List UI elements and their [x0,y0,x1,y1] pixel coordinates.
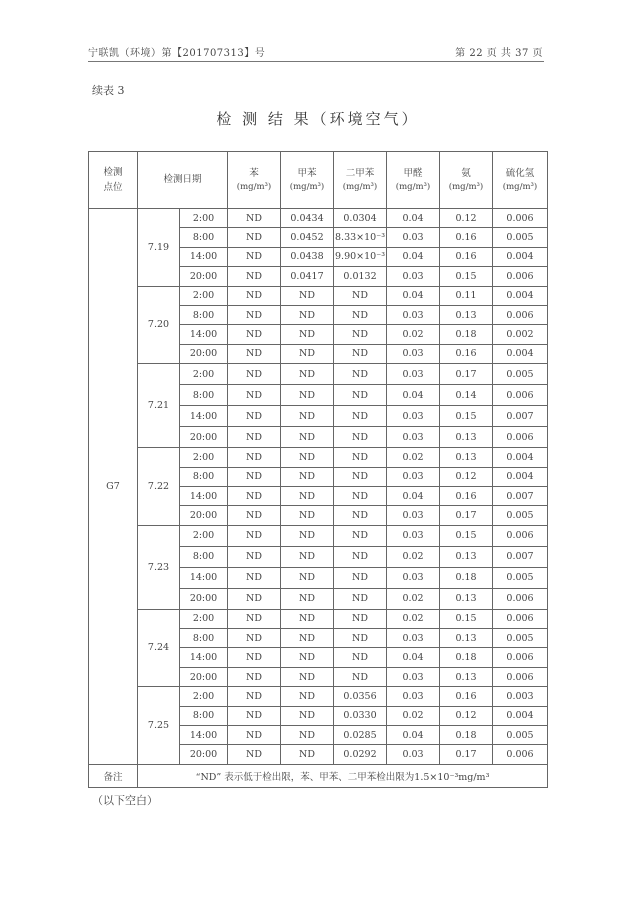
value-cell: 0.13 [440,667,493,686]
header-col [387,152,440,209]
value-cell: ND [281,525,334,546]
value-cell: 0.0417 [281,267,334,286]
value-cell: ND [228,448,281,467]
value-cell: 0.005 [493,726,548,745]
time-cell: 8:00 [180,228,228,247]
time-cell: 20:00 [180,427,228,448]
value-cell: ND [228,648,281,667]
value-cell: ND [228,609,281,628]
time-cell: 8:00 [180,629,228,648]
value-cell: 0.02 [387,325,440,344]
value-cell: ND [228,567,281,588]
value-cell: 0.006 [493,588,548,609]
value-cell: 0.007 [493,486,548,505]
value-cell: 0.14 [440,385,493,406]
value-cell: ND [228,486,281,505]
results-table [88,151,548,788]
value-cell: ND [334,305,387,324]
value-cell: ND [228,385,281,406]
value-cell: 0.03 [387,467,440,486]
value-cell: 0.04 [387,648,440,667]
header-col-name: 苯 [249,167,259,179]
table-caption: 续表 3 [92,84,125,97]
value-cell: 0.15 [440,525,493,546]
value-cell: 0.006 [493,609,548,628]
value-cell: ND [334,667,387,686]
value-cell: ND [281,546,334,567]
value-cell: ND [281,427,334,448]
header-col-unit: (mg/m³) [289,181,325,192]
value-cell: 0.0292 [334,745,387,764]
header-col-name: 硫化氢 [505,167,535,179]
value-cell: 0.02 [387,609,440,628]
time-cell: 14:00 [180,726,228,745]
table-row [89,609,548,628]
value-cell: 0.005 [493,228,548,247]
table-header-row [89,152,548,209]
time-cell: 20:00 [180,745,228,764]
value-cell: ND [281,448,334,467]
value-cell: 0.13 [440,427,493,448]
value-cell: 0.15 [440,609,493,628]
time-cell: 20:00 [180,667,228,686]
value-cell: 0.02 [387,588,440,609]
time-cell: 14:00 [180,325,228,344]
remark-label: 备注 [89,764,138,787]
date-cell: 7.25 [138,687,180,765]
value-cell: 0.04 [387,209,440,228]
value-cell: 0.006 [493,427,548,448]
value-cell: 0.03 [387,745,440,764]
page-header-right: 第 22 页 共 37 页 [455,48,543,59]
value-cell: ND [228,506,281,525]
value-cell: ND [281,609,334,628]
remark-row [89,764,548,787]
value-cell: 0.004 [493,344,548,363]
header-col-name: 二甲苯 [345,167,375,179]
time-cell: 8:00 [180,467,228,486]
header-col-name: 甲苯 [297,167,317,179]
value-cell: 8.33×10⁻³ [334,228,387,247]
value-cell: 0.0452 [281,228,334,247]
table-row [89,687,548,706]
header-divider [88,61,544,62]
value-cell: ND [281,745,334,764]
header-col-unit: (mg/m³) [342,181,378,192]
value-cell: 0.003 [493,687,548,706]
time-cell: 14:00 [180,247,228,266]
header-col [228,152,281,209]
time-cell: 14:00 [180,567,228,588]
value-cell: ND [228,706,281,725]
value-cell: 0.004 [493,286,548,305]
value-cell: ND [228,726,281,745]
value-cell: 0.007 [493,406,548,427]
time-cell: 14:00 [180,648,228,667]
date-cell: 7.22 [138,448,180,526]
value-cell: ND [334,364,387,385]
value-cell: 0.006 [493,648,548,667]
value-cell: 0.12 [440,467,493,486]
value-cell: ND [334,406,387,427]
value-cell: ND [334,629,387,648]
table-row [89,448,548,467]
date-cell: 7.23 [138,525,180,609]
value-cell: 0.03 [387,687,440,706]
value-cell: ND [228,525,281,546]
value-cell: 0.17 [440,364,493,385]
value-cell: 0.13 [440,305,493,324]
value-cell: 0.002 [493,325,548,344]
value-cell: 0.0356 [334,687,387,706]
table-row [89,209,548,228]
value-cell: 0.18 [440,648,493,667]
value-cell: 0.16 [440,344,493,363]
value-cell: ND [228,305,281,324]
value-cell: 0.15 [440,267,493,286]
time-cell: 2:00 [180,448,228,467]
value-cell: 0.02 [387,448,440,467]
time-cell: 20:00 [180,588,228,609]
value-cell: 0.006 [493,385,548,406]
value-cell: 0.006 [493,745,548,764]
header-col-unit: (mg/m³) [395,181,431,192]
value-cell: ND [228,427,281,448]
time-cell: 14:00 [180,486,228,505]
value-cell: ND [228,588,281,609]
time-cell: 2:00 [180,209,228,228]
header-point: 检测点位 [89,152,138,209]
value-cell: ND [228,745,281,764]
time-cell: 8:00 [180,546,228,567]
value-cell: ND [334,448,387,467]
value-cell: ND [228,286,281,305]
value-cell: ND [334,286,387,305]
value-cell: 0.13 [440,629,493,648]
time-cell: 8:00 [180,305,228,324]
time-cell: 20:00 [180,506,228,525]
value-cell: ND [334,344,387,363]
value-cell: ND [334,427,387,448]
value-cell: 0.02 [387,546,440,567]
time-cell: 2:00 [180,609,228,628]
value-cell: ND [228,629,281,648]
table-row [89,364,548,385]
document-title: 检 测 结 果（环境空气） [216,110,420,128]
value-cell: ND [228,247,281,266]
value-cell: ND [228,325,281,344]
value-cell: ND [281,588,334,609]
value-cell: ND [228,667,281,686]
value-cell: 0.11 [440,286,493,305]
value-cell: 0.006 [493,267,548,286]
value-cell: ND [334,325,387,344]
value-cell: 0.16 [440,687,493,706]
value-cell: ND [281,726,334,745]
header-col [281,152,334,209]
header-col [440,152,493,209]
date-cell: 7.21 [138,364,180,448]
time-cell: 2:00 [180,364,228,385]
value-cell: 0.12 [440,706,493,725]
value-cell: 0.004 [493,448,548,467]
header-col-unit: (mg/m³) [502,181,538,192]
value-cell: 0.005 [493,506,548,525]
value-cell: 0.03 [387,228,440,247]
value-cell: 0.03 [387,305,440,324]
value-cell: 0.006 [493,667,548,686]
header-col [493,152,548,209]
value-cell: 0.0438 [281,247,334,266]
value-cell: ND [281,648,334,667]
value-cell: 0.0304 [334,209,387,228]
value-cell: 0.02 [387,706,440,725]
date-cell: 7.20 [138,286,180,364]
header-date: 检测日期 [138,152,228,209]
value-cell: 0.004 [493,706,548,725]
time-cell: 20:00 [180,344,228,363]
value-cell: ND [281,486,334,505]
value-cell: 0.15 [440,406,493,427]
value-cell: 0.03 [387,567,440,588]
value-cell: 0.13 [440,546,493,567]
value-cell: ND [281,286,334,305]
value-cell: ND [334,525,387,546]
value-cell: 0.006 [493,209,548,228]
value-cell: 0.03 [387,525,440,546]
value-cell: ND [228,467,281,486]
value-cell: ND [334,609,387,628]
value-cell: ND [281,687,334,706]
value-cell: ND [334,588,387,609]
value-cell: 0.17 [440,506,493,525]
value-cell: 0.004 [493,467,548,486]
value-cell: ND [228,687,281,706]
value-cell: 0.04 [387,247,440,266]
value-cell: ND [281,706,334,725]
value-cell: 0.17 [440,745,493,764]
value-cell: ND [334,648,387,667]
value-cell: ND [334,567,387,588]
value-cell: ND [334,467,387,486]
time-cell: 14:00 [180,406,228,427]
value-cell: 0.03 [387,629,440,648]
value-cell: ND [281,667,334,686]
value-cell: 0.03 [387,667,440,686]
value-cell: ND [228,406,281,427]
value-cell: 0.16 [440,228,493,247]
value-cell: ND [228,546,281,567]
value-cell: 0.16 [440,247,493,266]
value-cell: ND [228,344,281,363]
value-cell: 0.18 [440,726,493,745]
value-cell: ND [334,486,387,505]
value-cell: 0.0434 [281,209,334,228]
value-cell: ND [281,385,334,406]
value-cell: ND [281,406,334,427]
value-cell: ND [281,364,334,385]
table-row [89,286,548,305]
value-cell: 0.0285 [334,726,387,745]
value-cell: 0.04 [387,726,440,745]
point-cell: G7 [89,209,138,765]
value-cell: 9.90×10⁻³ [334,247,387,266]
header-col-name: 甲醛 [403,167,423,179]
value-cell: ND [281,344,334,363]
value-cell: ND [281,629,334,648]
header-col-unit: (mg/m³) [236,181,272,192]
value-cell: 0.0132 [334,267,387,286]
value-cell: 0.03 [387,364,440,385]
value-cell: ND [334,385,387,406]
table-row [89,525,548,546]
value-cell: 0.12 [440,209,493,228]
value-cell: 0.03 [387,506,440,525]
time-cell: 8:00 [180,706,228,725]
value-cell: 0.16 [440,486,493,505]
value-cell: ND [281,325,334,344]
value-cell: ND [281,567,334,588]
value-cell: 0.04 [387,385,440,406]
footer-note: （以下空白） [92,794,158,807]
value-cell: 0.006 [493,525,548,546]
header-col-unit: (mg/m³) [448,181,484,192]
value-cell: 0.03 [387,344,440,363]
value-cell: 0.04 [387,486,440,505]
value-cell: 0.03 [387,427,440,448]
value-cell: 0.007 [493,546,548,567]
value-cell: 0.005 [493,629,548,648]
time-cell: 20:00 [180,267,228,286]
value-cell: 0.18 [440,325,493,344]
value-cell: 0.13 [440,588,493,609]
date-cell: 7.19 [138,209,180,287]
value-cell: ND [228,209,281,228]
header-col-name: 氨 [461,167,471,179]
value-cell: ND [228,228,281,247]
value-cell: ND [228,364,281,385]
value-cell: ND [228,267,281,286]
value-cell: 0.0330 [334,706,387,725]
value-cell: ND [281,305,334,324]
value-cell: 0.13 [440,448,493,467]
remark-text: “ND” 表示低于检出限，苯、甲苯、二甲苯检出限为1.5×10⁻³mg/m³ [138,764,548,787]
header-col [334,152,387,209]
value-cell: 0.006 [493,305,548,324]
date-cell: 7.24 [138,609,180,687]
value-cell: 0.005 [493,364,548,385]
value-cell: 0.04 [387,286,440,305]
value-cell: ND [334,506,387,525]
time-cell: 8:00 [180,385,228,406]
time-cell: 2:00 [180,687,228,706]
time-cell: 2:00 [180,286,228,305]
value-cell: 0.005 [493,567,548,588]
value-cell: ND [281,506,334,525]
value-cell: 0.18 [440,567,493,588]
value-cell: ND [281,467,334,486]
time-cell: 2:00 [180,525,228,546]
value-cell: 0.03 [387,267,440,286]
value-cell: ND [334,546,387,567]
value-cell: 0.03 [387,406,440,427]
page-header-left: 宁联凯（环境）第【201707313】号 [88,48,266,59]
value-cell: 0.004 [493,247,548,266]
